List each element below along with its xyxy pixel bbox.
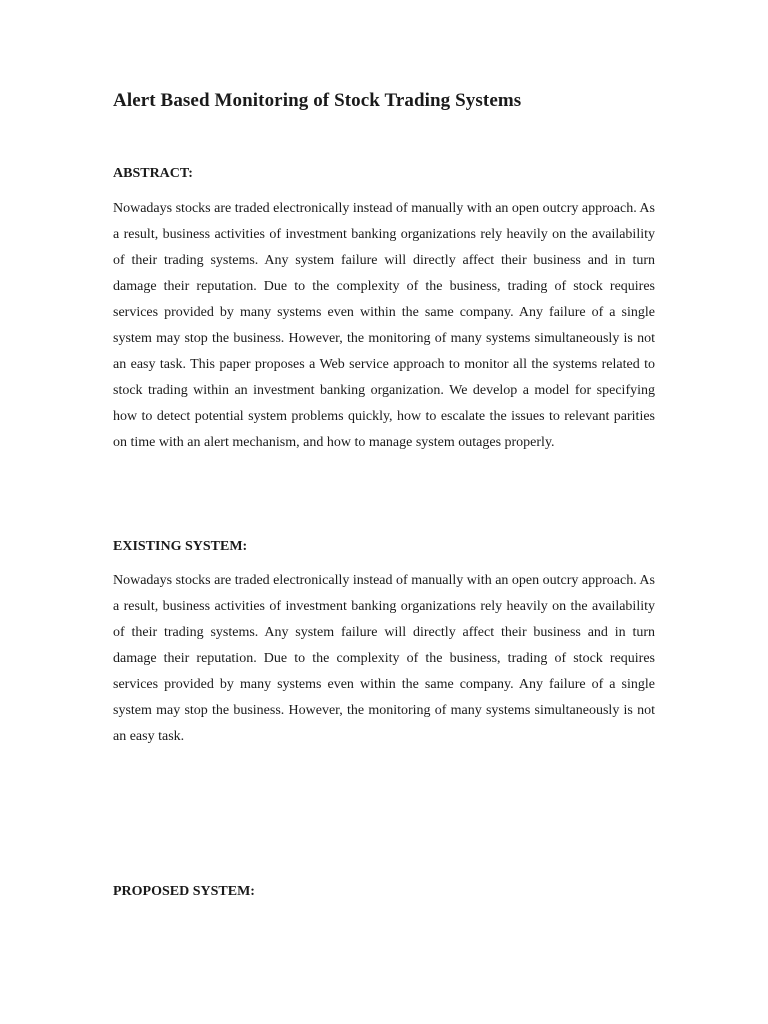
existing-system-paragraph: Nowadays stocks are traded electronically instead of manually with an open outcry approach. As a result, business activities of investment banking organizations rely heavily on the availability of their trading systems. Any system failure will directly affect their business and in turn damage their reputation. Due to the complexity of the business, trading of stock requires services provided by many systems even within the same company. Any failure of a single system may stop the business. However, the monitoring of many systems simultaneously is not an easy task.: [113, 573, 655, 744]
existing-system-heading: EXISTING SYSTEM:: [113, 539, 248, 554]
proposed-system-heading: PROPOSED SYSTEM:: [113, 884, 255, 899]
abstract-paragraph: Nowadays stocks are traded electronically instead of manually with an open outcry approach. As a result, business activities of investment banking organizations rely heavily on the availability of their trading systems. Any system failure will directly affect their business and in turn damage their reputation. Due to the complexity of the business, trading of stock requires services provided by many systems even within the same company. Any failure of a single system may stop the business. However, the monitoring of many systems simultaneously is not an easy task. This paper proposes a Web service approach to monitor all the systems related to stock trading within an investment banking organization. We develop a model for specifying how to detect potential system problems quickly, how to escalate the issues to relevant parities on time with an alert mechanism, and how to manage system outages properly.: [113, 201, 655, 450]
abstract-heading: ABSTRACT:: [113, 166, 193, 181]
document-title: Alert Based Monitoring of Stock Trading Systems: [113, 90, 522, 111]
